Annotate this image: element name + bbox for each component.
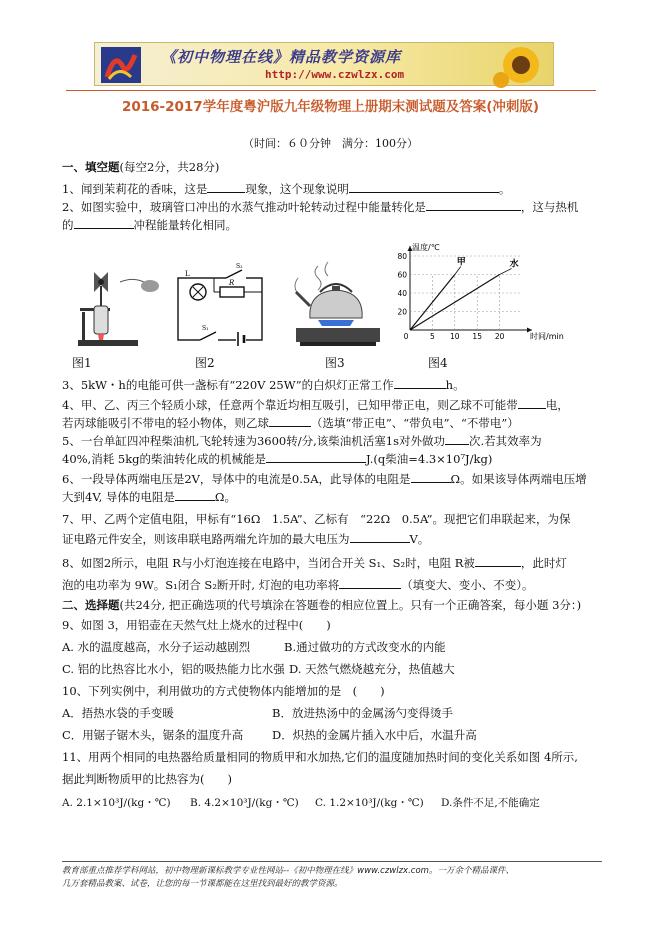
- question-9-option-a[interactable]: A. 水的温度越高，水分子运动越剧烈: [62, 640, 251, 654]
- answer-blank[interactable]: [518, 398, 546, 409]
- fig2-label-s1: S₁: [202, 325, 209, 332]
- question-9-option-d[interactable]: D. 天然气燃烧越充分，热值越大: [289, 662, 455, 676]
- q5-text-b: 次.若其效率为: [468, 434, 542, 448]
- question-11-option-d[interactable]: D.条件不足,不能确定: [441, 797, 540, 809]
- q1-text-b: 现象，这个现象说明: [245, 182, 349, 196]
- title-divider: [66, 90, 596, 91]
- x-axis-label: 时间/min: [530, 332, 564, 341]
- question-8-line2: [62, 578, 533, 592]
- figure-1-steam-experiment: [70, 262, 165, 350]
- q8-text-b: ，此时灯: [520, 556, 567, 570]
- figure-4-chart: [390, 242, 564, 347]
- question-10-option-a[interactable]: A．捂热水袋的手变暖: [62, 706, 174, 720]
- sunflower-icon: [493, 44, 549, 86]
- question-5-line1: [62, 434, 542, 448]
- question-5-line2: [62, 452, 492, 466]
- question-2-line2: [62, 218, 237, 232]
- y-tick-label: 40: [397, 289, 407, 298]
- q8-text-c: 泡的电功率为 9W。S₁闭合 S₂断开时, 灯泡的电功率将: [62, 578, 340, 592]
- footer-divider: [62, 861, 602, 862]
- series-label-2: 水: [509, 259, 519, 270]
- fig2-label-lamp: L: [185, 270, 190, 278]
- answer-blank[interactable]: [207, 182, 245, 193]
- x-tick-label: 5: [430, 332, 435, 341]
- question-9-option-b[interactable]: B.通过做功的方式改变水的内能: [284, 640, 446, 654]
- question-10-option-c[interactable]: C．用锯子锯木头，锯条的温度升高: [62, 728, 244, 742]
- question-9-stem: 9、如图 3，用铝壶在天然气灶上烧水的过程中( ): [62, 618, 331, 632]
- q8-text-a: 8、如图2所示，电阻 R与小灯泡连接在电路中，当闭合开关 S₁、S₂时，电阻 R被: [62, 556, 475, 570]
- question-4-line2: [62, 416, 519, 430]
- header-banner: [94, 42, 554, 86]
- q8-text-d: （填变大、变小、不变）。: [401, 578, 534, 592]
- section2-note: (共24分, 把正确选项的代号填涂在答题卷的相应位置上。只有一个正确答案，每小题 3分：): [119, 598, 582, 612]
- q1-text-c: 。: [498, 182, 511, 196]
- series-extension-1: [455, 267, 461, 275]
- exam-meta: （时间：６０分钟 满分：100分）: [243, 137, 418, 150]
- y-axis-label: 温度/℃: [412, 243, 440, 252]
- question-10-option-d[interactable]: D．炽热的金属片插入水中后，水温升高: [272, 728, 477, 742]
- question-11-option-b[interactable]: B. 4.2×10³J/(kg・℃): [190, 797, 299, 809]
- question-4-line1: [62, 398, 569, 412]
- q3-text-b: h。: [445, 378, 465, 392]
- question-11-line2: 据此判断物质甲的比热容为( ): [62, 772, 232, 786]
- answer-blank[interactable]: [266, 452, 366, 463]
- question-9-option-c[interactable]: C. 铝的比热容比水小，铝的吸热能力比水强: [62, 662, 285, 676]
- question-11-option-c[interactable]: C. 1.2×10³J/(kg・℃): [315, 797, 424, 809]
- site-logo-icon: [101, 47, 141, 83]
- fig2-label-resistor: R: [229, 279, 235, 287]
- footer-line-2: 几万套精品教案、试卷，让您的每一节课都能在这里找到最好的教学资源。: [62, 879, 343, 889]
- footer-line-1: 教育部重点推荐学科网站，初中物理新课标教学专业性网站--《初中物理在线》www.czwlzx.com。一万余个精品课件、: [62, 866, 514, 876]
- question-7-line1: [62, 512, 570, 526]
- x-tick-label: 15: [472, 332, 482, 341]
- q4-text-d: （选填“带正电”、“带负电”、“不带电”）: [311, 416, 519, 430]
- question-3: [62, 378, 465, 392]
- q5-text-a: 5、一台单缸四冲程柴油机,飞轮转速为3600转/分,该柴油机活塞1s对外做功: [62, 434, 445, 448]
- question-10-stem: 10、下列实例中，利用做功的方式使物体内能增加的是 ( ): [62, 684, 385, 698]
- q4-text-a: 4、甲、乙、丙三个轻质小球，任意两个靠近均相互吸引，已知甲带正电，则乙球不可能带: [62, 398, 518, 412]
- q2-text-d: 冲程能量转化相同。: [133, 218, 237, 232]
- question-2-line1: [62, 200, 578, 214]
- x-tick-label: 10: [450, 332, 460, 341]
- question-7-line2: [62, 532, 429, 546]
- origin-label: 0: [403, 332, 409, 341]
- q6-text-c: 大到4V, 导体的电阻是: [62, 490, 175, 504]
- question-10-option-b[interactable]: B．放进热汤中的金属汤勺变得烫手: [272, 706, 453, 720]
- q6-text-b: Ω。如果该导体两端电压增: [450, 472, 587, 486]
- q7-text-b: 证电路元件安全，则该串联电路两端允许加的最大电压为: [62, 532, 350, 546]
- answer-blank[interactable]: [175, 490, 215, 501]
- question-6-line1: [62, 472, 587, 486]
- section1-note: (每空2分，共28分): [119, 160, 220, 174]
- section-heading-choice: [62, 598, 581, 612]
- q1-text-a: 1、闻到茉莉花的香味，这是: [62, 182, 208, 196]
- q6-text-a: 6、一段导体两端电压是2V，导体中的电流是0.5A，此导体的电阻是: [62, 472, 411, 486]
- answer-blank[interactable]: [349, 182, 499, 193]
- q2-text-a: 2、如图实验中，玻璃管口冲出的水蒸气推动叶轮转动过程中能量转化是: [62, 200, 426, 214]
- banner-url[interactable]: http://www.czwlzx.com: [265, 68, 405, 81]
- banner-title: 《初中物理在线》精品教学资源库: [161, 48, 402, 66]
- figure-2-circuit: [170, 258, 270, 348]
- q5-text-d: J.(q柴油=4.3×10⁷J/kg): [366, 452, 493, 466]
- q4-text-b: 电，: [545, 398, 569, 412]
- q2-text-c: 的: [62, 218, 74, 232]
- y-tick-label: 20: [397, 307, 407, 317]
- series-label-1: 甲: [456, 257, 466, 268]
- q6-text-d: Ω。: [214, 490, 236, 504]
- answer-blank[interactable]: [74, 218, 134, 229]
- x-tick-label: 20: [494, 332, 505, 341]
- answer-blank[interactable]: [411, 472, 451, 483]
- question-11-line1: 11、用两个相同的电热器给质量相同的物质甲和水加热,它们的温度随加热时间的变化关系如图 4所示,: [62, 750, 578, 764]
- q2-text-b: ，这与热机: [520, 200, 579, 214]
- q3-text-a: 3、5kW・h的电能可供一盏标有“220V 25W”的白炽灯正常工作: [62, 378, 394, 392]
- question-8-line1: [62, 556, 567, 570]
- figure-3-kettle: [288, 258, 384, 350]
- fig2-label-s2: S₂: [236, 263, 243, 270]
- question-1: [62, 182, 510, 196]
- q4-text-c: 若丙球能吸引不带电的轻小物体，则乙球: [62, 416, 269, 430]
- answer-blank[interactable]: [426, 200, 521, 211]
- q7-text-a: 7、甲、乙两个定值电阻，甲标有“16Ω 1.5A”、乙标有 “22Ω 0.5A”。现把它们串联起来，为保: [62, 512, 571, 526]
- answer-blank[interactable]: [339, 578, 401, 589]
- figure-3-label: 图3: [325, 356, 345, 370]
- y-tick-label: 80: [397, 252, 407, 261]
- question-6-line2: [62, 490, 236, 504]
- answer-blank[interactable]: [445, 434, 469, 445]
- section1-heading: 一、填空题: [62, 160, 120, 174]
- y-tick-label: 60: [397, 270, 407, 280]
- q5-text-c: 40%,消耗 5kg的柴油转化成的机械能是: [62, 452, 267, 466]
- page-title: 2016-2017学年度粤沪版九年级物理上册期末测试题及答案(冲刺版): [121, 99, 540, 115]
- answer-blank[interactable]: [394, 378, 446, 389]
- section-heading-fill: [62, 160, 219, 174]
- figure-4-label: 图4: [428, 356, 448, 370]
- question-11-option-a[interactable]: A. 2.1×10³J/(kg・℃): [62, 797, 171, 809]
- section2-heading: 二、选择题: [62, 598, 120, 612]
- figure-1-label: 图1: [72, 356, 92, 370]
- answer-blank[interactable]: [269, 416, 311, 427]
- answer-blank[interactable]: [475, 556, 521, 567]
- figure-2-label: 图2: [195, 356, 215, 370]
- answer-blank[interactable]: [350, 532, 410, 543]
- q7-text-c: V。: [409, 532, 430, 546]
